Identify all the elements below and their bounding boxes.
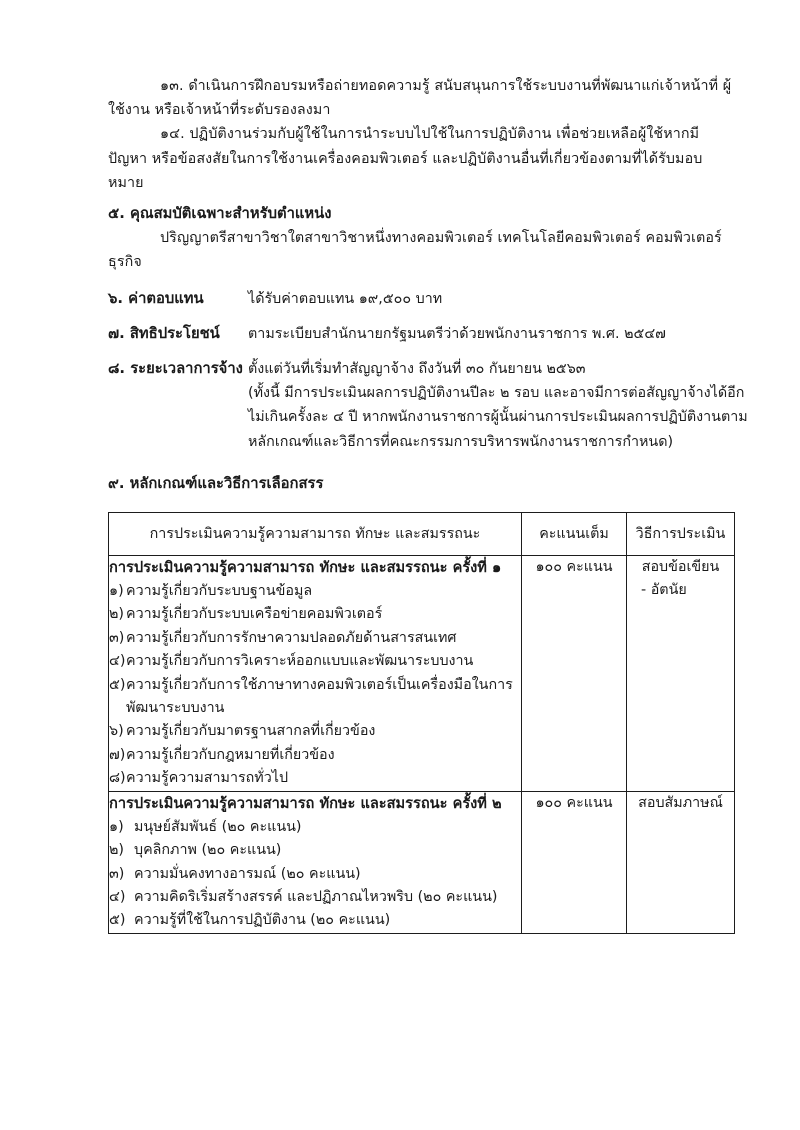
section-8-value-line-4: หลักเกณฑ์และวิธีการที่คณะกรรมการบริหารพนักงานราชการกำหนด) — [248, 433, 674, 450]
method-sub: - อัตนัย — [641, 582, 687, 599]
section-6-label: ๖. ค่าตอบแทน — [108, 289, 204, 307]
list-item — [109, 863, 521, 886]
item-text: ความรู้เกี่ยวกับการรักษาความปลอดภัยด้านสารสนเทศ — [126, 629, 457, 646]
item-number: ๑) — [109, 818, 124, 835]
duty-13-line-2: ผู้ใช้งาน หรือเจ้าหน้าที่ระดับรองลงมา — [108, 78, 732, 119]
item-number: ๓) — [109, 629, 125, 646]
assessment-round-1-criteria — [109, 556, 522, 792]
section-7-row — [108, 322, 734, 346]
list-item — [109, 909, 521, 932]
section-7-label: ๗. สิทธิประโยชน์ — [108, 324, 220, 342]
assessment-round-2-criteria — [109, 791, 522, 933]
section-7-value-line-1: ตามระเบียบสำนักนายกรัฐมนตรีว่าด้วยพนักงานราชการ พ.ศ. ๒๕๔๗ — [248, 325, 666, 342]
item-number: ๔) — [109, 653, 126, 670]
table-header-criteria: การประเมินความรู้ความสามารถ ทักษะ และสมรรถนะ — [109, 513, 522, 556]
item-text: ความมั่นคงทางอารมณ์ (๒๐ คะแนน) — [134, 865, 361, 882]
paragraph-duty-13 — [108, 74, 734, 122]
assessment-round-2-score: ๑๐๐ คะแนน — [522, 791, 627, 933]
section-5-body: ปริญญาตรีสาขาวิชาใตสาขาวิชาหนึ่งทางคอมพิวเตอร์ เทคโนโลยีคอมพิวเตอร์ คอมพิวเตอร์ธุรกิจ — [108, 230, 722, 271]
table-row — [109, 556, 735, 792]
document-content — [108, 74, 748, 934]
assessment-round-1-score: ๑๐๐ คะแนน — [522, 556, 627, 792]
duty-14-line-1: ๑๔. ปฏิบัติงานร่วมกับผู้ใช้ในการนำระบบไปใช้ในการปฏิบัติงาน เพื่อช่วยเหลือผู้ใช้หากมีปัญหา — [108, 126, 700, 167]
item-text: ความรู้เกี่ยวกับการใช้ภาษาทางคอมพิวเตอร์เป็นเครื่องมือในการพัฒนาระบบงาน — [126, 676, 513, 717]
list-item — [109, 720, 521, 743]
table-row — [109, 791, 735, 933]
list-item — [109, 816, 521, 839]
item-number: ๕) — [109, 676, 126, 693]
section-8-value-line-2: (ทั้งนี้ มีการประเมินผลการปฏิบัติงานปีละ ๒ รอบ และอาจมีการต่อสัญญาจ้างได้อีก — [248, 385, 745, 402]
list-item — [109, 886, 521, 909]
section-5-heading: ๕. คุณสมบัติเฉพาะสำหรับตำแหน่ง — [108, 205, 332, 223]
assessment-round-1-title: การประเมินความรู้ความสามารถ ทักษะ และสมรรถนะ ครั้งที่ ๑ — [109, 559, 502, 577]
section-6-row — [108, 287, 734, 311]
item-number: ๕) — [109, 912, 126, 929]
section-9-heading: ๙. หลักเกณฑ์และวิธีการเลือกสรร — [108, 474, 324, 492]
item-number: ๗) — [109, 746, 126, 763]
item-number: ๒) — [109, 606, 125, 623]
list-item — [109, 744, 521, 767]
assessment-round-2-item-list — [109, 816, 521, 933]
method-main: สอบสัมภาษณ์ — [638, 794, 723, 811]
assessment-round-1-method — [627, 556, 735, 792]
assessment-round-2-method — [627, 791, 735, 933]
duty-13-line-1: ๑๓. ดำเนินการฝึกอบรมหรือถ่ายทอดความรู้ สนับสนุนการใช้ระบบงานที่พัฒนาแก่เจ้าหน้าที่ — [160, 78, 719, 94]
section-6-value-line-1: ได้รับค่าตอบแทน ๑๙,๕๐๐ บาท — [248, 290, 443, 307]
item-text: มนุษย์สัมพันธ์ (๒๐ คะแนน) — [134, 818, 302, 835]
paragraph-duty-14 — [108, 122, 734, 195]
list-item — [109, 580, 521, 603]
assessment-round-1-item-list — [109, 580, 521, 791]
section-7-value — [248, 322, 734, 346]
section-8-row — [108, 357, 748, 454]
item-text: ความรู้ความสามารถทั่วไป — [126, 770, 289, 787]
method-main: สอบข้อเขียน — [641, 559, 720, 576]
item-text: ความรู้เกี่ยวกับระบบฐานข้อมูล — [126, 583, 313, 600]
section-8-value-line-3: ไม่เกินครั้งละ ๔ ปี หากพนักงานราชการผู้นั้นผ่านการประเมินผลการปฏิบัติงานตาม — [248, 409, 748, 426]
table-header-score: คะแนนเต็ม — [522, 513, 627, 556]
item-text: ความรู้เกี่ยวกับการวิเคราะห์ออกแบบและพัฒนาระบบงาน — [126, 653, 474, 670]
assessment-criteria-table — [108, 512, 735, 934]
item-text: ความรู้เกี่ยวกับมาตรฐานสากลที่เกี่ยวข้อง — [126, 723, 376, 740]
table-body — [109, 556, 735, 934]
item-text: บุคลิกภาพ (๒๐ คะแนน) — [134, 842, 282, 859]
table-header-method: วิธีการประเมิน — [627, 513, 735, 556]
item-text: ความรู้ที่ใช้ในการปฏิบัติงาน (๒๐ คะแนน) — [134, 912, 391, 929]
table-header — [109, 513, 735, 556]
section-8-label: ๘. ระยะเวลาการจ้าง — [108, 360, 243, 378]
section-6-value — [248, 287, 734, 311]
list-item — [109, 767, 521, 790]
assessment-round-2-title: การประเมินความรู้ความสามารถ ทักษะ และสมรรถนะ ครั้งที่ ๒ — [109, 794, 502, 812]
list-item — [109, 674, 521, 721]
item-text: ความรู้เกี่ยวกับระบบเครือข่ายคอมพิวเตอร์ — [126, 606, 383, 623]
list-item — [109, 839, 521, 862]
item-number: ๘) — [109, 770, 126, 787]
item-number: ๓) — [109, 865, 125, 882]
section-8-value — [248, 357, 748, 454]
list-item — [109, 650, 521, 673]
section-8-value-line-1: ตั้งแต่วันที่เริ่มทำสัญญาจ้าง ถึงวันที่ ๓๐ กันยายน ๒๕๖๓ — [248, 361, 586, 378]
item-number: ๔) — [109, 888, 126, 905]
item-number: ๒) — [109, 842, 125, 859]
list-item — [109, 627, 521, 650]
item-number: ๑) — [109, 583, 124, 600]
list-item — [109, 603, 521, 626]
table-header-row — [109, 513, 735, 556]
item-number: ๖) — [109, 723, 124, 740]
duty-14-line-2: หรือข้อสงสัยในการใช้งานเครื่องคอมพิวเตอร์ และปฏิบัติงานอื่นที่เกี่ยวข้องตามที่ได้รับมอบหมาย — [108, 150, 703, 191]
item-text: ความคิดริเริ่มสร้างสรรค์ และปฏิภาณไหวพริบ (๒๐ คะแนน) — [134, 888, 498, 905]
item-text: ความรู้เกี่ยวกับกฎหมายที่เกี่ยวข้อง — [126, 746, 335, 763]
